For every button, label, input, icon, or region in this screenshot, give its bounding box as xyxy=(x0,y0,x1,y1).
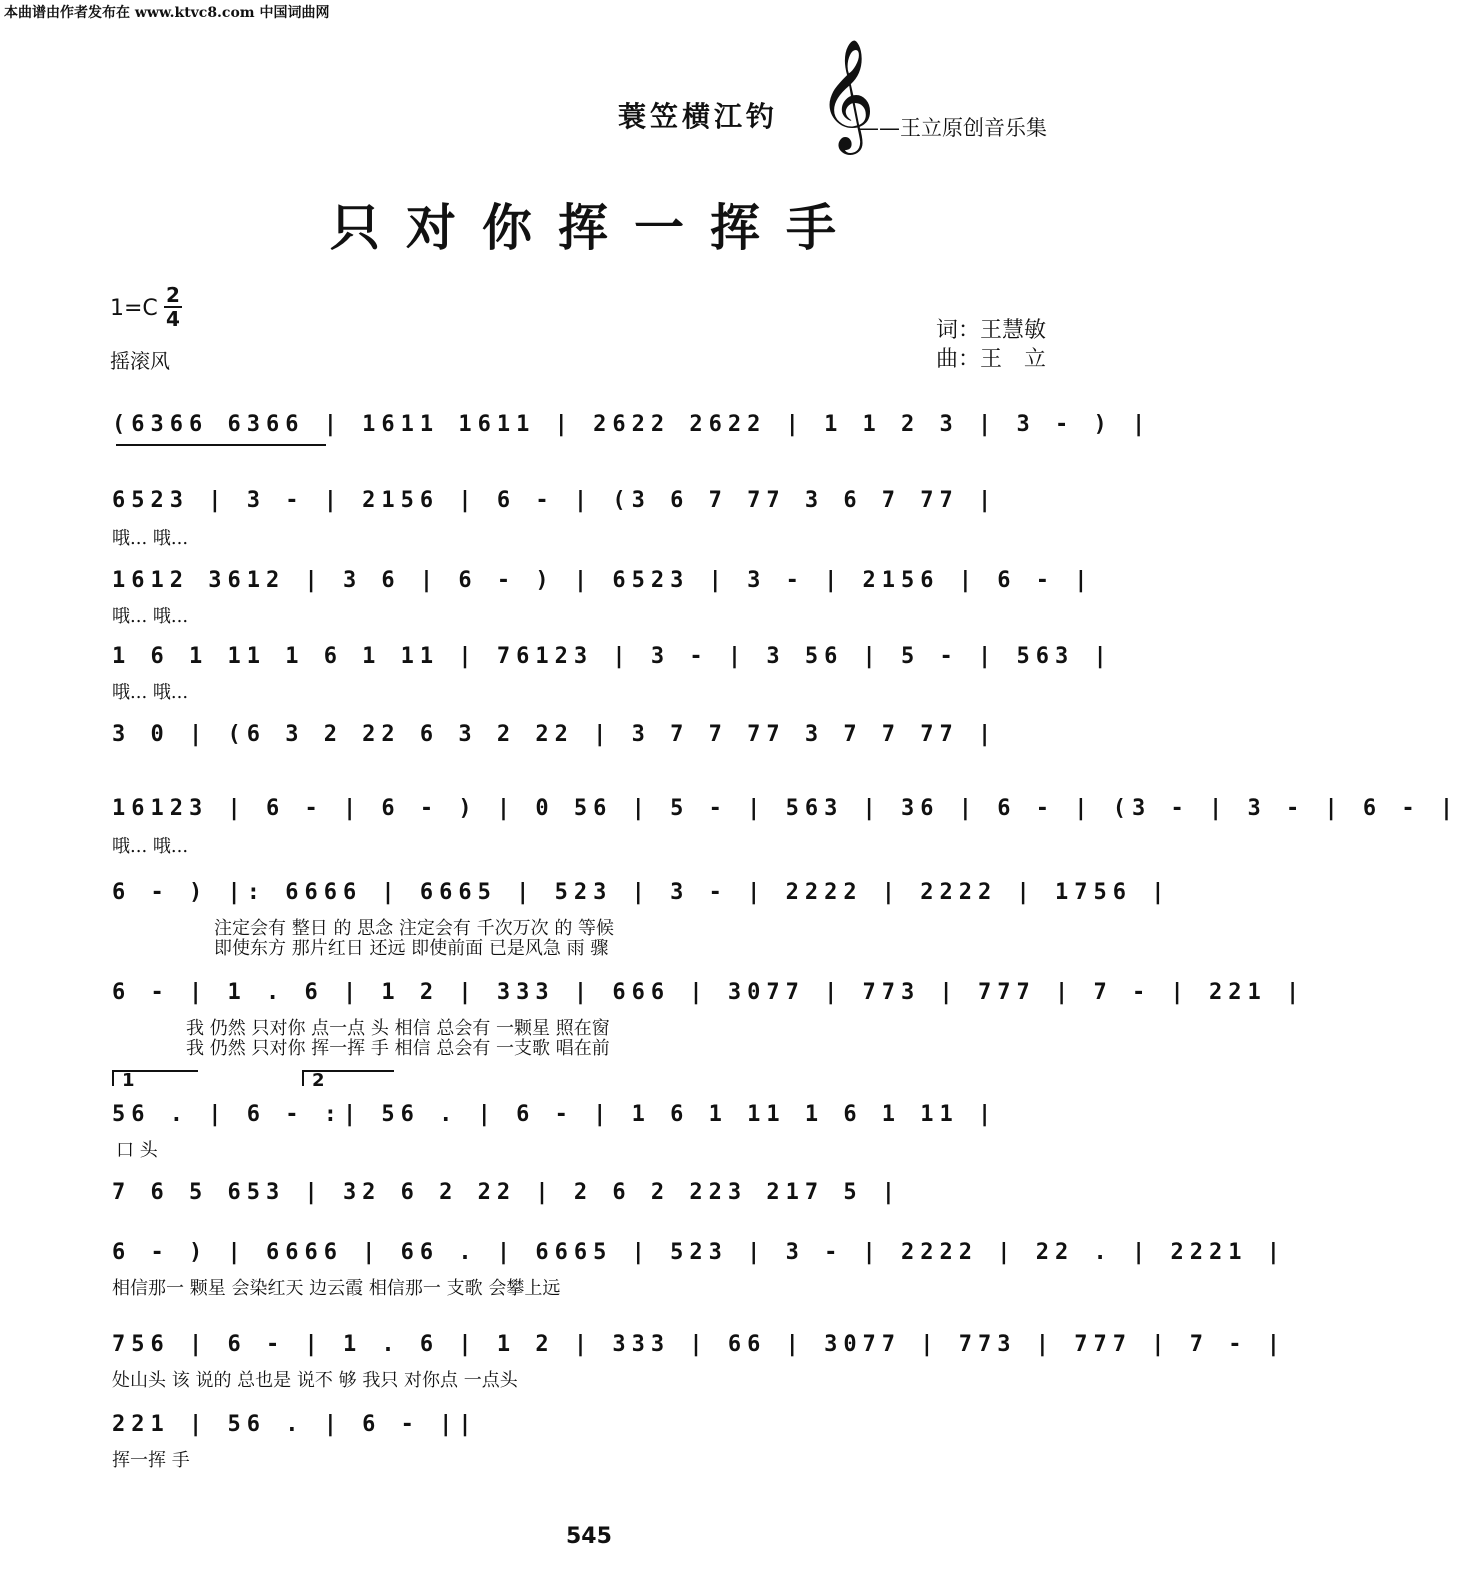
collection-title: 蓑笠横江钓 xyxy=(618,100,779,133)
lyrics-row-2: 哦... 哦... xyxy=(112,528,189,549)
beam-line xyxy=(116,444,326,446)
notes-row-4: 1 6 1 11 1 6 1 11 | 76123 | 3 - | 3 56 | 5 - | 563 | xyxy=(112,644,1113,669)
key-signature: 1=C xyxy=(110,296,158,321)
lyrics-row-11: 相信那一 颗星 会染红天 边云霞 相信那一 支歌 会攀上远 xyxy=(112,1278,561,1299)
lyrics-row-8-verse-1: 我 仍然 只对你 点一点 头 相信 总会有 一颗星 照在窗 xyxy=(186,1018,610,1039)
lyrics-row-6: 哦... 哦... xyxy=(112,836,189,857)
lyrics-row-7-verse-2: 即使东方 那片红日 还远 即使前面 已是风急 雨 骤 xyxy=(214,938,609,959)
lyrics-row-4: 哦... 哦... xyxy=(112,682,189,703)
watermark-text: 本曲谱由作者发布在 www.ktvc8.com 中国词曲网 xyxy=(4,5,330,21)
song-title: 只对你挥一挥手 xyxy=(330,198,862,257)
notes-row-7: 6 - ) |: 6666 | 6665 | 523 | 3 - | 2222 | 2222 | 1756 | xyxy=(112,880,1171,905)
collection-subtitle: ——王立原创音乐集 xyxy=(858,116,1047,140)
composer-credit: 曲：王 立 xyxy=(936,347,1047,372)
page-number: 545 xyxy=(566,1524,612,1549)
notes-row-12: 756 | 6 - | 1 . 6 | 1 2 | 333 | 66 | 3077 | 773 | 777 | 7 - | xyxy=(112,1332,1286,1357)
lyrics-row-9: 口 头 xyxy=(116,1140,158,1161)
notes-row-3: 1612 3612 | 3 6 | 6 - ) | 6523 | 3 - | 2156 | 6 - | xyxy=(112,568,1094,593)
lyrics-row-13: 挥一挥 手 xyxy=(112,1450,190,1471)
notes-row-6: 16123 | 6 - | 6 - ) | 0 56 | 5 - | 563 | 36 | 6 - | (3 - | 3 - | 6 - | xyxy=(112,796,1459,821)
lyricist-credit: 词：王慧敏 xyxy=(936,318,1047,343)
notes-row-1: (6366 6366 | 1611 1611 | 2622 2622 | 1 1 2 3 | 3 - ) | xyxy=(112,412,1152,437)
notes-row-8: 6 - | 1 . 6 | 1 2 | 333 | 666 | 3077 | 773 | 777 | 7 - | 221 | xyxy=(112,980,1306,1005)
treble-clef-icon: 𝄞 xyxy=(818,38,875,150)
second-ending-bracket: 2 xyxy=(302,1070,394,1086)
time-signature-bottom: 4 xyxy=(166,307,180,331)
lyrics-row-7-verse-1: 注定会有 整日 的 思念 注定会有 千次万次 的 等候 xyxy=(214,918,615,939)
notes-row-10: 7 6 5 653 | 32 6 2 22 | 2 6 2 223 217 5 | xyxy=(112,1180,902,1205)
notes-row-5: 3 0 | (6 3 2 22 6 3 2 22 | 3 7 7 77 3 7 7 77 | xyxy=(112,722,998,747)
notes-row-11: 6 - ) | 6666 | 66 . | 6665 | 523 | 3 - | 2222 | 22 . | 2221 | xyxy=(112,1240,1286,1265)
lyrics-row-8-verse-2: 我 仍然 只对你 挥一挥 手 相信 总会有 一支歌 唱在前 xyxy=(186,1038,610,1059)
notes-row-9: 56 . | 6 - :| 56 . | 6 - | 1 6 1 11 1 6 1 11 | xyxy=(112,1102,998,1127)
first-ending-bracket: 1 xyxy=(112,1070,198,1086)
style-label: 摇滚风 xyxy=(110,349,170,373)
notes-row-2: 6523 | 3 - | 2156 | 6 - | (3 6 7 77 3 6 7 77 | xyxy=(112,488,998,513)
time-signature-top: 2 xyxy=(166,283,180,307)
notes-row-13: 221 | 56 . | 6 - || xyxy=(112,1412,478,1437)
time-signature xyxy=(164,284,182,330)
lyrics-row-3: 哦... 哦... xyxy=(112,606,189,627)
lyrics-row-12: 处山头 该 说的 总也是 说不 够 我只 对你点 一点头 xyxy=(112,1370,518,1391)
